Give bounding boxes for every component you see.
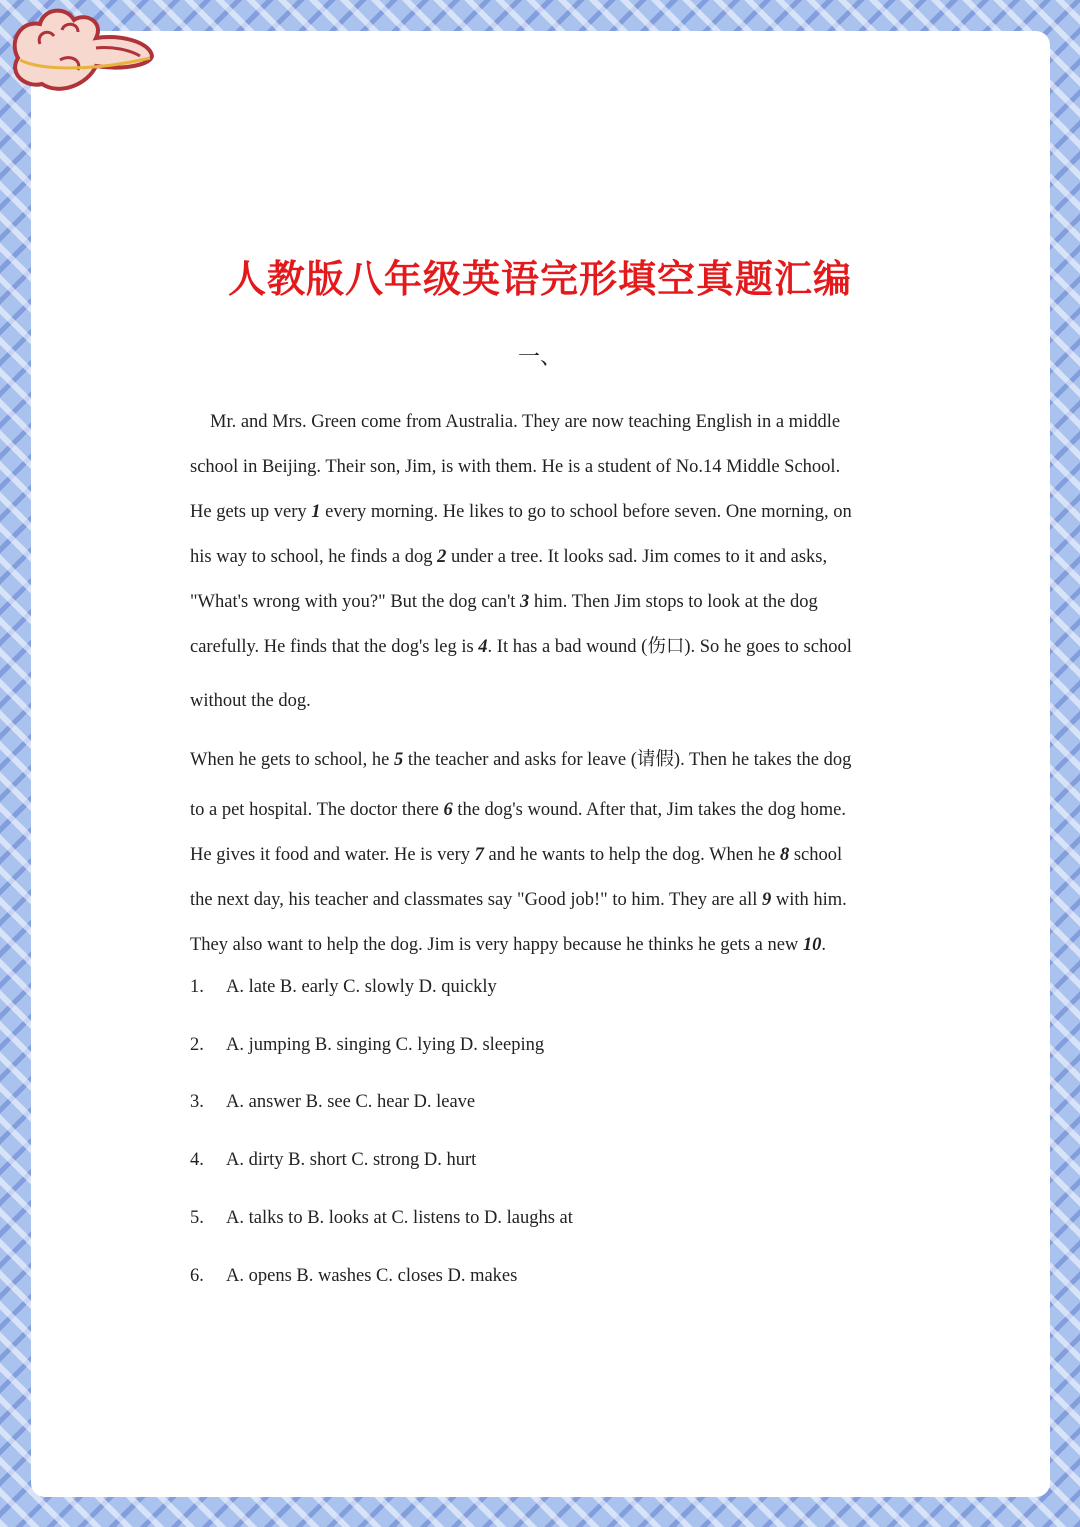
- passage-line: [190, 843, 910, 867]
- passage-text: When he gets to school, he: [190, 750, 394, 770]
- section-number: 一、: [517, 345, 562, 370]
- passage-text: They also want to help the dog. Jim is very happy because he thinks he gets a new: [190, 935, 803, 955]
- passage-text: "What's wrong with you?" But the dog can't: [190, 592, 521, 612]
- question-number: 5.: [190, 1207, 204, 1228]
- passage-text: He gets up very: [190, 502, 312, 522]
- question-options: A. dirty B. short C. strong D. hurt: [226, 1150, 477, 1171]
- passage-text: and he wants to help the dog. When he: [483, 845, 780, 865]
- blank-number: 7: [474, 845, 484, 865]
- passage-text: carefully. He finds that the dog's leg is: [190, 637, 479, 657]
- passage-text: without the dog.: [190, 691, 311, 711]
- passage-line: [190, 500, 910, 524]
- passage-text: school: [789, 845, 843, 865]
- passage-line: [190, 888, 910, 912]
- passage-line: [210, 410, 930, 434]
- question-options: A. answer B. see C. hear D. leave: [226, 1092, 476, 1113]
- passage-text: to a pet hospital. The doctor there: [190, 800, 444, 820]
- passage-text: the dog's wound. After that, Jim takes the dog home.: [452, 800, 847, 820]
- passage-line: [190, 455, 910, 479]
- question-number: 3.: [190, 1092, 204, 1113]
- passage-line: [190, 545, 910, 569]
- passage-line: [190, 798, 910, 822]
- question-options: A. jumping B. singing C. lying D. sleeping: [226, 1034, 545, 1055]
- passage-text: his way to school, he finds a dog: [190, 547, 438, 567]
- question-options: A. late B. early C. slowly D. quickly: [226, 977, 497, 997]
- page-title: 人教版八年级英语完形填空真题汇编: [227, 257, 852, 301]
- question-number: 6.: [190, 1265, 204, 1286]
- question-number: 4.: [190, 1150, 204, 1171]
- passage-text: school in Beijing. Their son, Jim, is with them. He is a student of No.14 Middle School.: [190, 457, 841, 477]
- passage-text: . It has a bad wound (伤口). So he goes to school: [487, 637, 852, 657]
- passage-text: with him.: [771, 890, 847, 910]
- passage-text: He gives it food and water. He is very: [190, 845, 475, 865]
- passage-line: [190, 689, 910, 713]
- passage-text: the next day, his teacher and classmates say "Good job!" to him. They are all: [190, 890, 762, 910]
- passage-line: [190, 635, 910, 659]
- blank-number: 1: [311, 502, 321, 522]
- passage-text: Mr. and Mrs. Green come from Australia. They are now teaching English in a middle: [210, 412, 841, 432]
- blank-number: 6: [443, 800, 453, 820]
- passage-text: under a tree. It looks sad. Jim comes to it and asks,: [446, 547, 828, 567]
- cloud-ornament-icon: [0, 0, 160, 105]
- passage-text: him. Then Jim stops to look at the dog: [529, 592, 818, 612]
- question-number: 1.: [190, 977, 204, 997]
- passage-text: the teacher and asks for leave (请假). Then he takes the dog: [403, 750, 852, 770]
- passage-line: [190, 748, 910, 772]
- blank-number: 4: [478, 637, 488, 657]
- blank-number: 5: [393, 750, 404, 770]
- passage-text: .: [821, 935, 827, 955]
- question-number: 2.: [190, 1034, 204, 1055]
- passage-text: every morning. He likes to go to school before seven. One morning, on: [320, 502, 852, 522]
- blank-number: 2: [437, 547, 447, 567]
- question-options: A. opens B. washes C. closes D. makes: [226, 1265, 518, 1286]
- passage-line: [190, 933, 910, 957]
- blank-number: 3: [520, 592, 530, 612]
- question-options: A. talks to B. looks at C. listens to D. laughs at: [226, 1207, 573, 1228]
- blank-number: 10: [802, 935, 822, 955]
- passage-line: [190, 590, 910, 614]
- blank-number: 9: [762, 890, 772, 910]
- blank-number: 8: [779, 845, 790, 865]
